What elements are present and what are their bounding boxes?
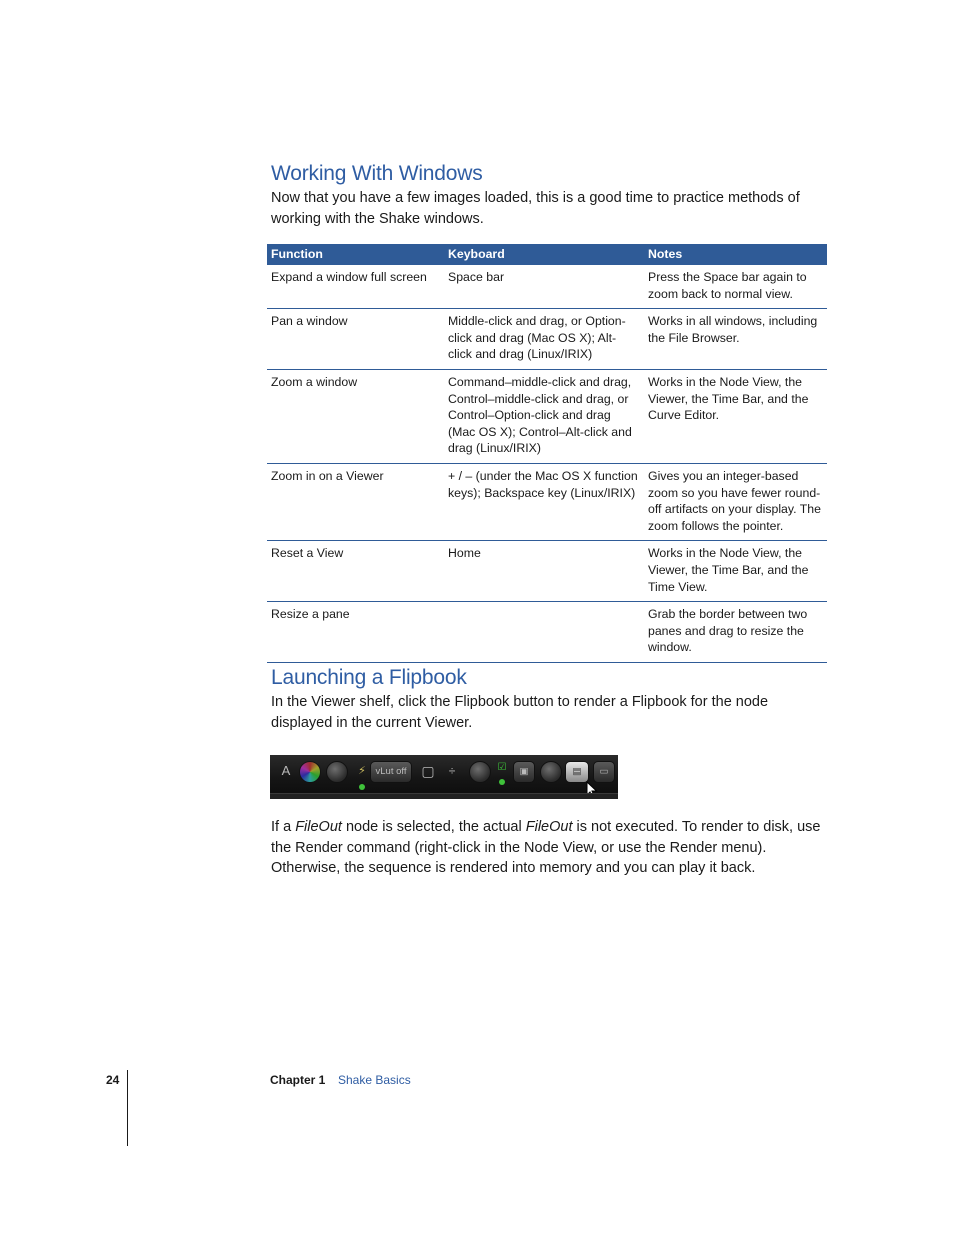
cell-notes: Grab the border between two panes and drag to resize the window. xyxy=(644,602,827,663)
flipbook-icon[interactable]: ▤ xyxy=(565,761,589,783)
cell-keyboard: + / – (under the Mac OS X function keys); Backspace key (Linux/IRIX) xyxy=(444,463,644,540)
cell-notes: Works in all windows, including the File Browser. xyxy=(644,309,827,370)
text-run: If a xyxy=(271,819,296,835)
column-header-notes: Notes xyxy=(644,244,827,265)
cell-function: Expand a window full screen xyxy=(267,265,444,309)
cell-keyboard xyxy=(444,602,644,663)
table-row xyxy=(267,309,827,370)
lightning-icon: ⚡ xyxy=(358,765,366,777)
footer-chapter: Chapter 1 xyxy=(270,1073,326,1087)
cell-keyboard: Command–middle-click and drag, Control–middle-click and drag, or Control–Option-click and drag (Mac OS X); Control–Alt-click and drag (Linux/IRIX) xyxy=(444,369,644,463)
compare-icon[interactable]: ÷ xyxy=(448,764,456,778)
cell-function: Zoom a window xyxy=(267,369,444,463)
vlut-button[interactable]: vLut off xyxy=(370,761,412,783)
fileout-term: FileOut xyxy=(525,819,573,835)
section-heading-working-with-windows: Working With Windows xyxy=(271,162,483,185)
cell-keyboard: Middle-click and drag, or Option-click and drag (Mac OS X); Alt-click and drag (Linux/IRIX) xyxy=(444,309,644,370)
intro-paragraph: Now that you have a few images loaded, this is a good time to practice methods of working with the Shake windows. xyxy=(271,190,800,227)
footer-divider xyxy=(127,1070,128,1146)
shortcut-table xyxy=(267,244,827,663)
flipbook-intro-paragraph: In the Viewer shelf, click the Flipbook button to render a Flipbook for the node displayed in the current Viewer. xyxy=(271,694,769,731)
viewer-shelf-screenshot xyxy=(270,755,618,799)
table-row xyxy=(267,265,827,309)
cell-notes: Press the Space bar again to zoom back to normal view. xyxy=(644,265,827,309)
checkbox-icon[interactable]: ☑ xyxy=(497,762,507,773)
footer-chapter-title: Shake Basics xyxy=(338,1073,411,1087)
cell-keyboard: Home xyxy=(444,541,644,602)
cell-notes: Works in the Node View, the Viewer, the Time Bar, and the Time View. xyxy=(644,541,827,602)
text-run: node is selected, the actual xyxy=(341,819,526,835)
column-header-function: Function xyxy=(267,244,444,265)
roi-led-icon xyxy=(499,779,505,785)
table-row xyxy=(267,369,827,463)
region-icon[interactable]: ▢ xyxy=(421,763,435,779)
update-led-icon xyxy=(359,784,365,790)
cell-function: Zoom in on a Viewer xyxy=(267,463,444,540)
cell-function: Resize a pane xyxy=(267,602,444,663)
mask-icon[interactable] xyxy=(540,761,562,783)
color-wheel-icon[interactable] xyxy=(299,761,321,783)
cell-notes: Works in the Node View, the Viewer, the Time Bar, and the Curve Editor. xyxy=(644,369,827,463)
table-row xyxy=(267,602,827,663)
cell-function: Pan a window xyxy=(267,309,444,370)
cell-notes: Gives you an integer-based zoom so you have fewer round-off artifacts on your display. The zoom follows the pointer. xyxy=(644,463,827,540)
cell-keyboard: Space bar xyxy=(444,265,644,309)
update-icon[interactable] xyxy=(326,761,348,783)
cell-function: Reset a View xyxy=(267,541,444,602)
table-row xyxy=(267,541,827,602)
table-row xyxy=(267,463,827,540)
monitor-icon[interactable]: ▭ xyxy=(593,761,615,783)
viewer-shelf-lower-strip xyxy=(270,793,618,799)
fileout-term: FileOut xyxy=(295,819,342,835)
refresh-icon[interactable] xyxy=(469,761,491,783)
column-header-keyboard: Keyboard xyxy=(444,244,644,265)
roi-icon[interactable]: ▣ xyxy=(513,761,535,783)
fileout-paragraph xyxy=(271,817,831,879)
page-number: 24 xyxy=(106,1073,120,1087)
text-run: is not executed. To render to disk, use the Render command (right-click in the Node View, or use the Render menu). Otherwise, the sequence is rendered into memory and you can play it back. xyxy=(271,819,821,876)
channel-icon[interactable]: A xyxy=(281,763,291,778)
table-header-row xyxy=(267,244,827,265)
section-heading-launching-a-flipbook: Launching a Flipbook xyxy=(271,666,467,689)
